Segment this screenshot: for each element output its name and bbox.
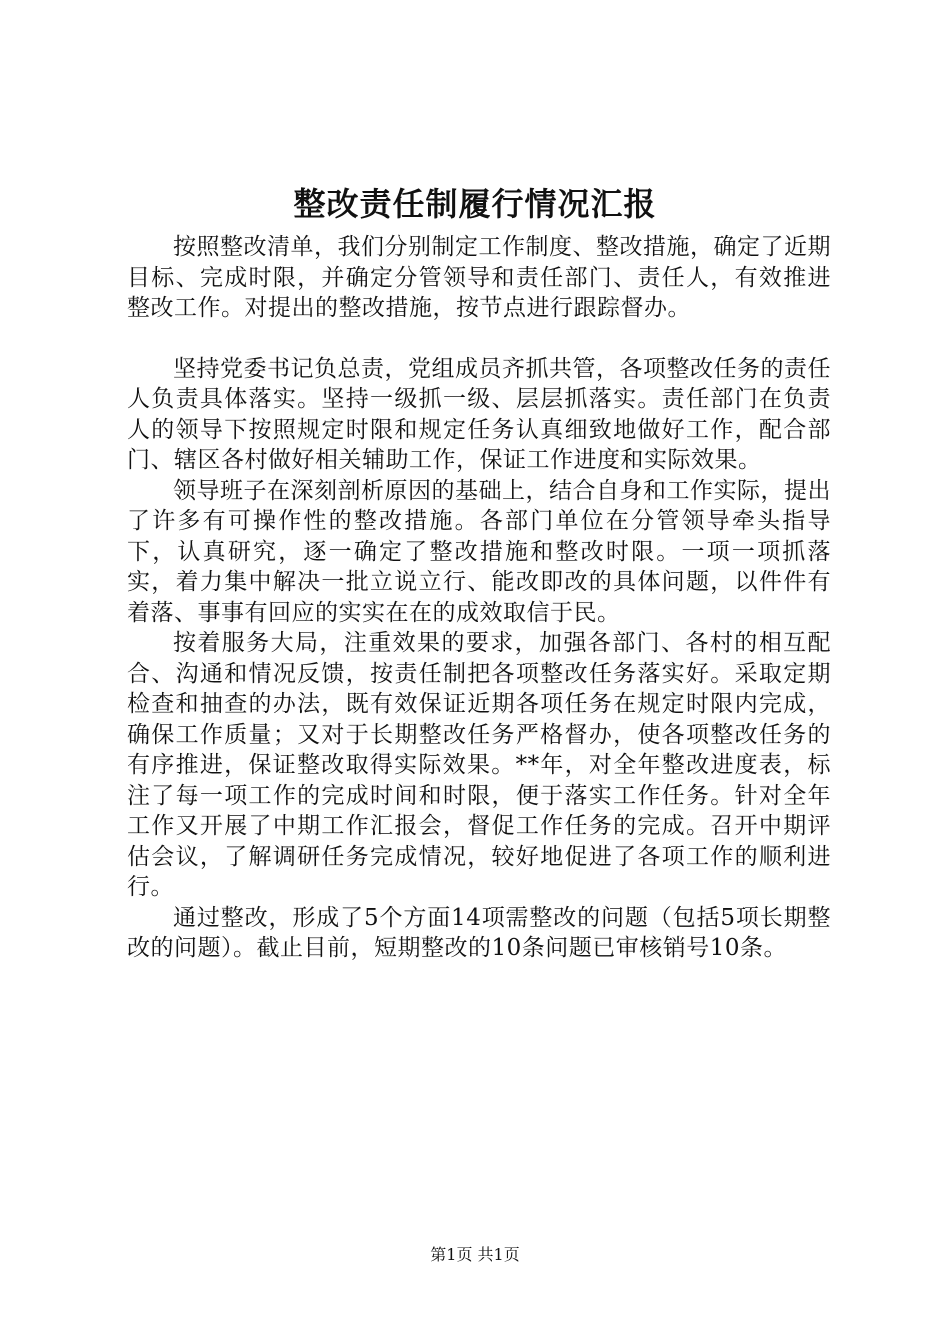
paragraph-2: 坚持党委书记负总责，党组成员齐抓共管，各项整改任务的责任人负责具体落实。坚持一级抓一级、层层抓落实。责任部门在负责人的领导下按照规定时限和规定任务认真细致地做好工作，配合部门、辖区各村做好相关辅助工作，保证工作进度和实际效果。 [127, 355, 831, 473]
paragraph-3: 领导班子在深刻剖析原因的基础上，结合自身和工作实际，提出了许多有可操作性的整改措施。各部门单位在分管领导牵头指导下，认真研究，逐一确定了整改措施和整改时限。一项一项抓落实，着力集中解决一批立说立行、能改即改的具体问题，以件件有着落、事事有回应的实实在在的成效取信于民。 [127, 477, 831, 626]
paragraph-5: 通过整改，形成了5个方面14项需整改的问题（包括5项长期整改的问题）。截止目前，短期整改的10条问题已审核销号10条。 [127, 904, 831, 961]
document-body [127, 232, 831, 964]
page-footer: 第1页 共1页 [430, 1245, 520, 1264]
document-title: 整改责任制履行情况汇报 [293, 185, 657, 223]
paragraph-4: 按着服务大局，注重效果的要求，加强各部门、各村的相互配合、沟通和情况反馈，按责任制把各项整改任务落实好。采取定期检查和抽查的办法，既有效保证近期各项任务在规定时限内完成，确保工作质量；又对于长期整改任务严格督办，使各项整改任务的有序推进，保证整改取得实际效果。**年，对全年整改进度表，标注了每一项工作的完成时间和时限，便于落实工作任务。针对全年工作又开展了中期工作汇报会，督促工作任务的完成。召开中期评估会议，了解调研任务完成情况，较好地促进了各项工作的顺利进行。 [127, 630, 831, 900]
paragraph-1: 按照整改清单，我们分别制定工作制度、整改措施，确定了近期目标、完成时限，并确定分管领导和责任部门、责任人，有效推进整改工作。对提出的整改措施，按节点进行跟踪督办。 [127, 234, 831, 321]
